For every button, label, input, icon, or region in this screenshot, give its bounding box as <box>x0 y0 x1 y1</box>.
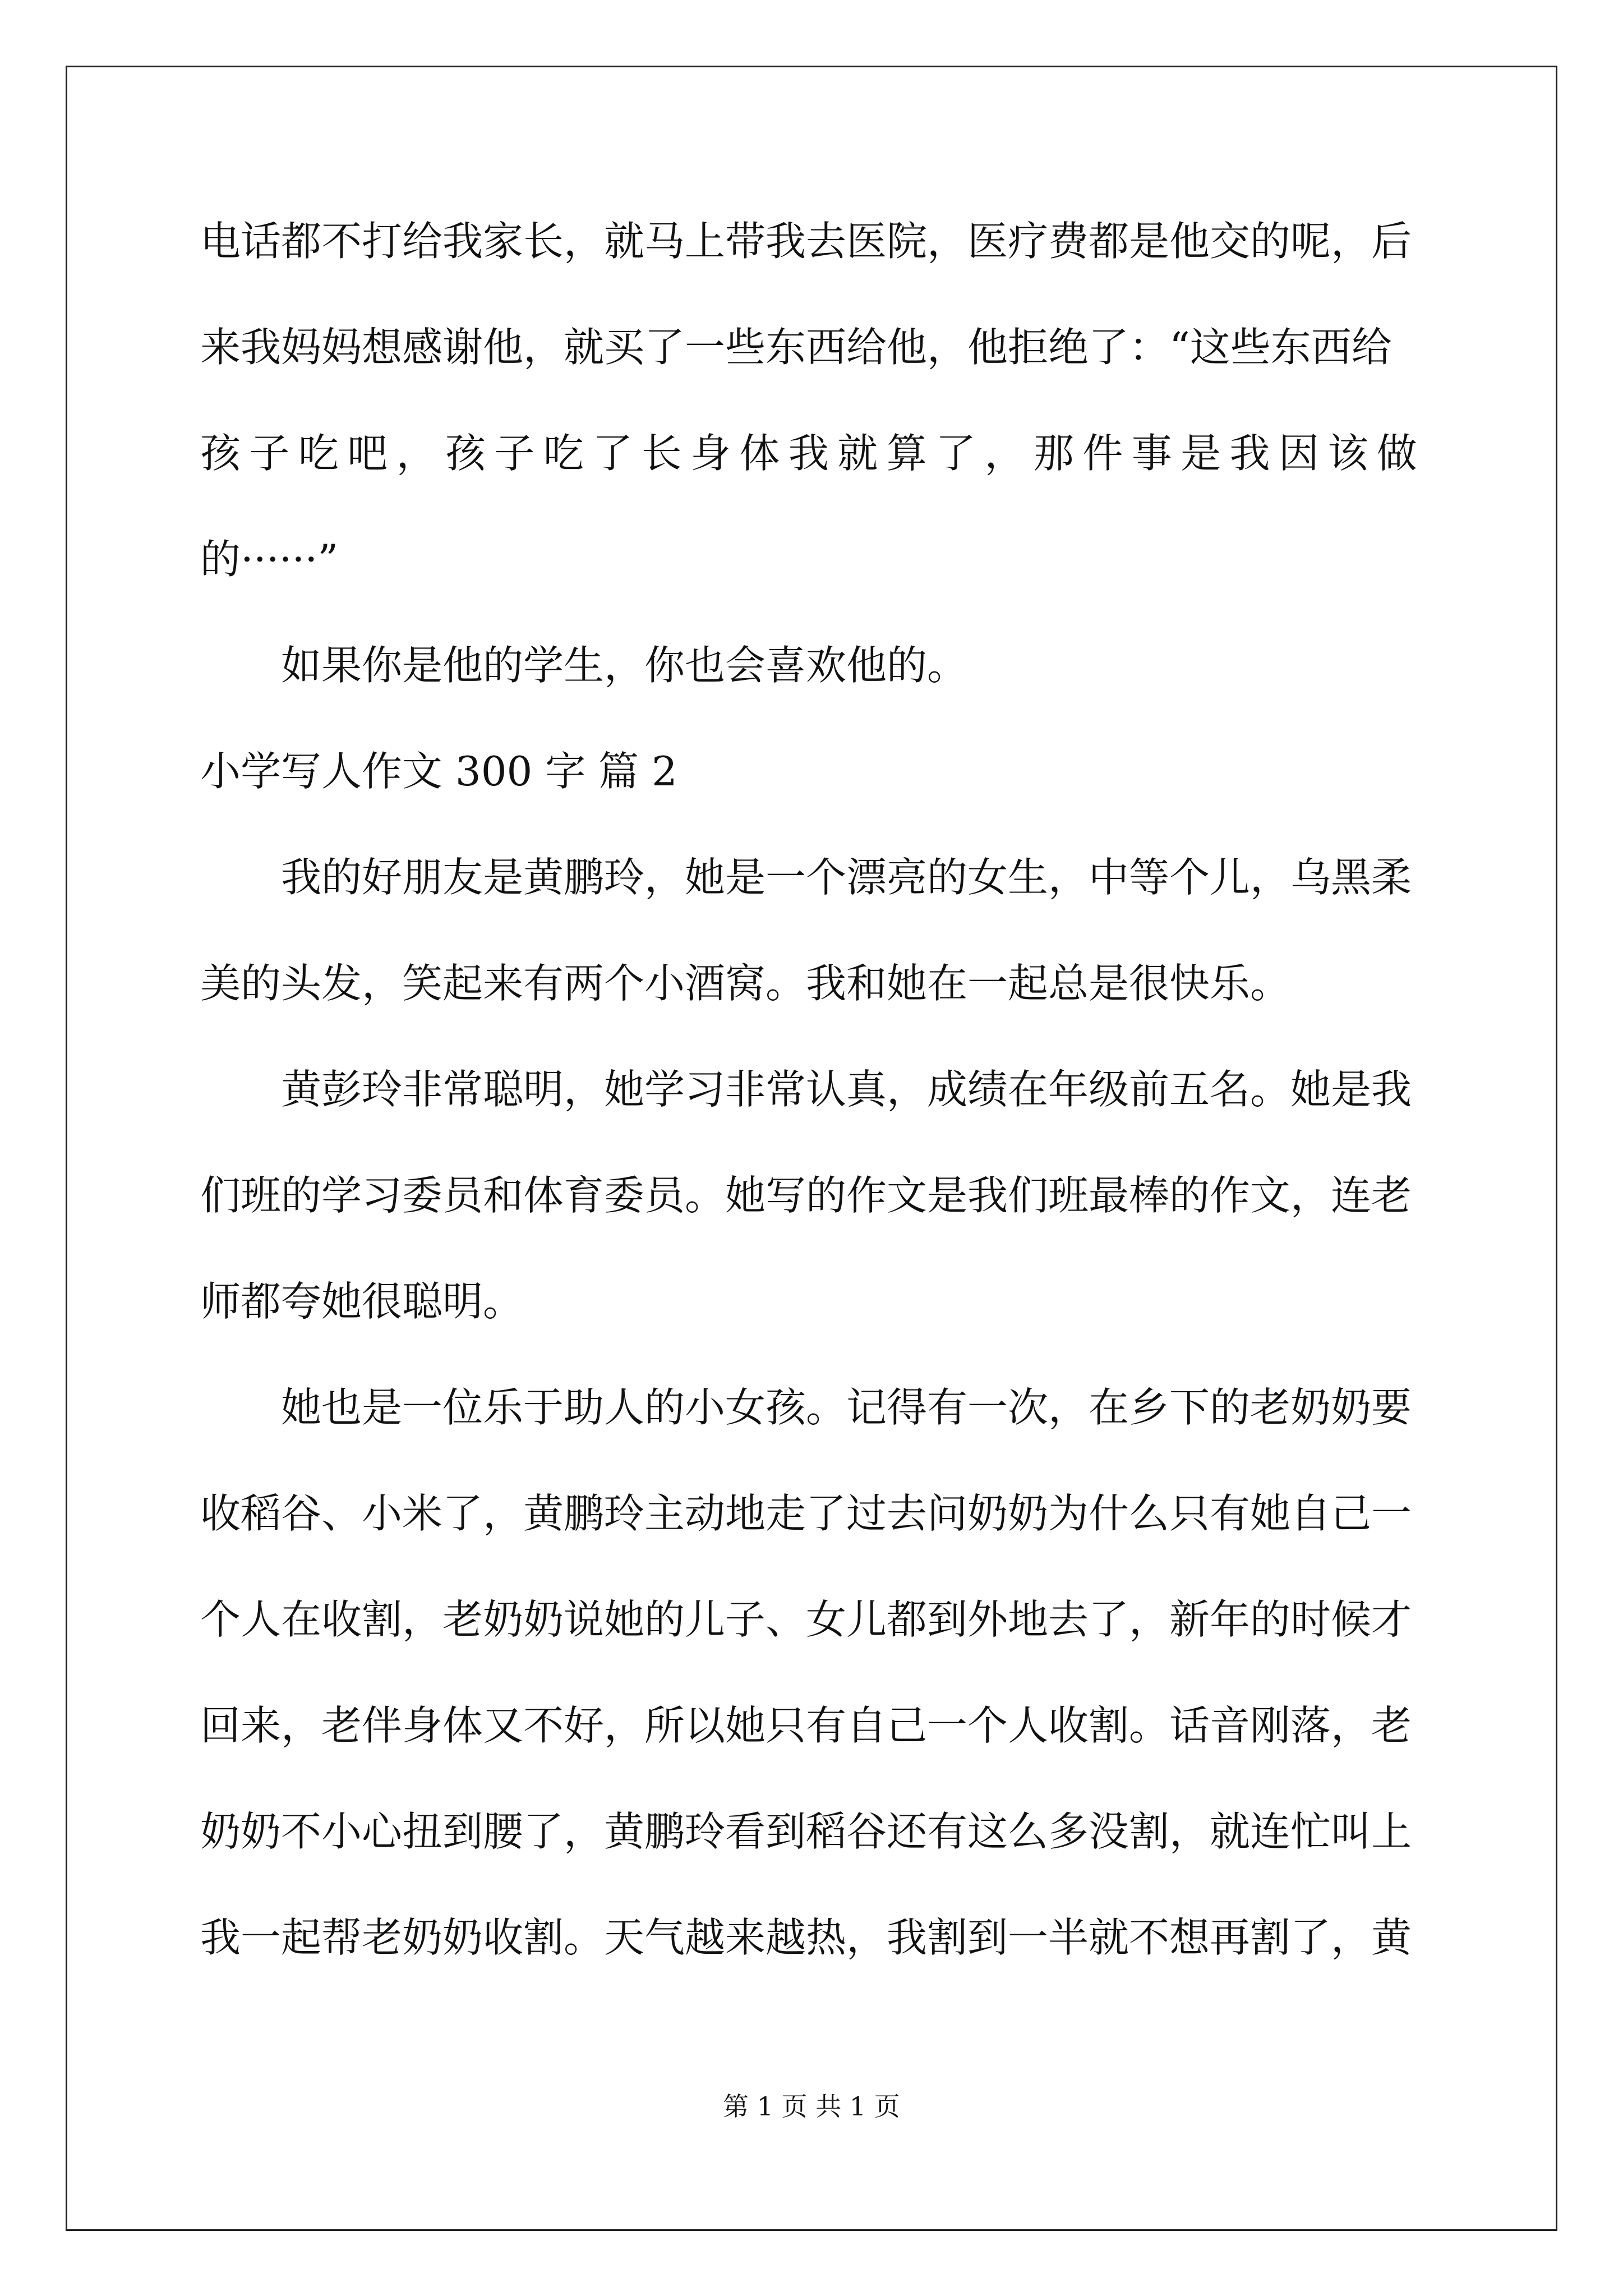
text-line: 我一起帮老奶奶收割。天气越来越热，我割到一半就不想再割了，黄 <box>200 1914 1412 1961</box>
text-char: 孩 <box>200 430 241 477</box>
paragraph-line: 她也是一位乐于助人的小女孩。记得有一次，在乡下的老奶奶要 <box>281 1384 1412 1431</box>
text-line: 回来，老伴身体又不好，所以她只有自己一个人收割。话音刚落，老 <box>200 1702 1412 1749</box>
text-line: 电话都不打给我家长，就马上带我去医院，医疗费都是他交的呢，后 <box>200 218 1412 265</box>
text-line: 个人在收割，老奶奶说她的儿子、女儿都到外地去了，新年的时候才 <box>200 1596 1412 1643</box>
text-line: 师都夸她很聪明。 <box>200 1278 524 1325</box>
text-char: 吃 <box>543 430 584 477</box>
text-char: 算 <box>886 430 927 477</box>
text-char: 我 <box>1229 430 1270 477</box>
text-line: 们班的学习委员和体育委员。她写的作文是我们班最棒的作文，连老 <box>200 1172 1412 1219</box>
text-char: 了 <box>592 430 633 477</box>
text-line: 的······” <box>200 536 339 583</box>
text-line: 收稻谷、小米了，黄鹏玲主动地走了过去问奶奶为什么只有她自己一 <box>200 1490 1412 1537</box>
text-char: 吧 <box>347 430 388 477</box>
document-body <box>200 213 1417 2016</box>
text-char: 因 <box>1278 430 1319 477</box>
page-footer: 第 1 页 共 1 页 <box>723 2091 900 2122</box>
text-char: 长 <box>641 430 682 477</box>
text-line-spread <box>200 425 1417 531</box>
text-char: 身 <box>690 430 731 477</box>
text-char: 孩 <box>445 430 486 477</box>
text-line: 美的头发，笑起来有两个小酒窝。我和她在一起总是很快乐。 <box>200 960 1291 1007</box>
text-char: 那 <box>1033 430 1074 477</box>
text-char: 事 <box>1131 430 1172 477</box>
text-char: 了 <box>935 430 976 477</box>
text-char: ， <box>396 430 437 477</box>
paragraph-line: 如果你是他的学生，你也会喜欢他的。 <box>281 642 968 689</box>
paragraph-line: 我的好朋友是黄鹏玲，她是一个漂亮的女生，中等个儿，乌黑柔 <box>281 854 1412 901</box>
text-char: 吃 <box>298 430 339 477</box>
text-char: 该 <box>1327 430 1368 477</box>
text-char: 子 <box>494 430 535 477</box>
text-char: 是 <box>1181 430 1221 477</box>
text-char: 件 <box>1082 430 1123 477</box>
text-line: 来我妈妈想感谢他，就买了一些东西给他，他拒绝了：“这些东西给 <box>200 324 1392 371</box>
text-char: 就 <box>837 430 878 477</box>
section-heading: 小学写人作文 300 字 篇 2 <box>200 748 677 795</box>
text-char: 做 <box>1376 430 1417 477</box>
text-char: ， <box>984 430 1025 477</box>
text-char: 我 <box>788 430 829 477</box>
paragraph-line: 黄彭玲非常聪明，她学习非常认真，成绩在年级前五名。她是我 <box>281 1066 1412 1113</box>
text-char: 体 <box>739 430 780 477</box>
text-line: 奶奶不小心扭到腰了，黄鹏玲看到稻谷还有这么多没割，就连忙叫上 <box>200 1808 1412 1855</box>
text-char: 子 <box>249 430 290 477</box>
